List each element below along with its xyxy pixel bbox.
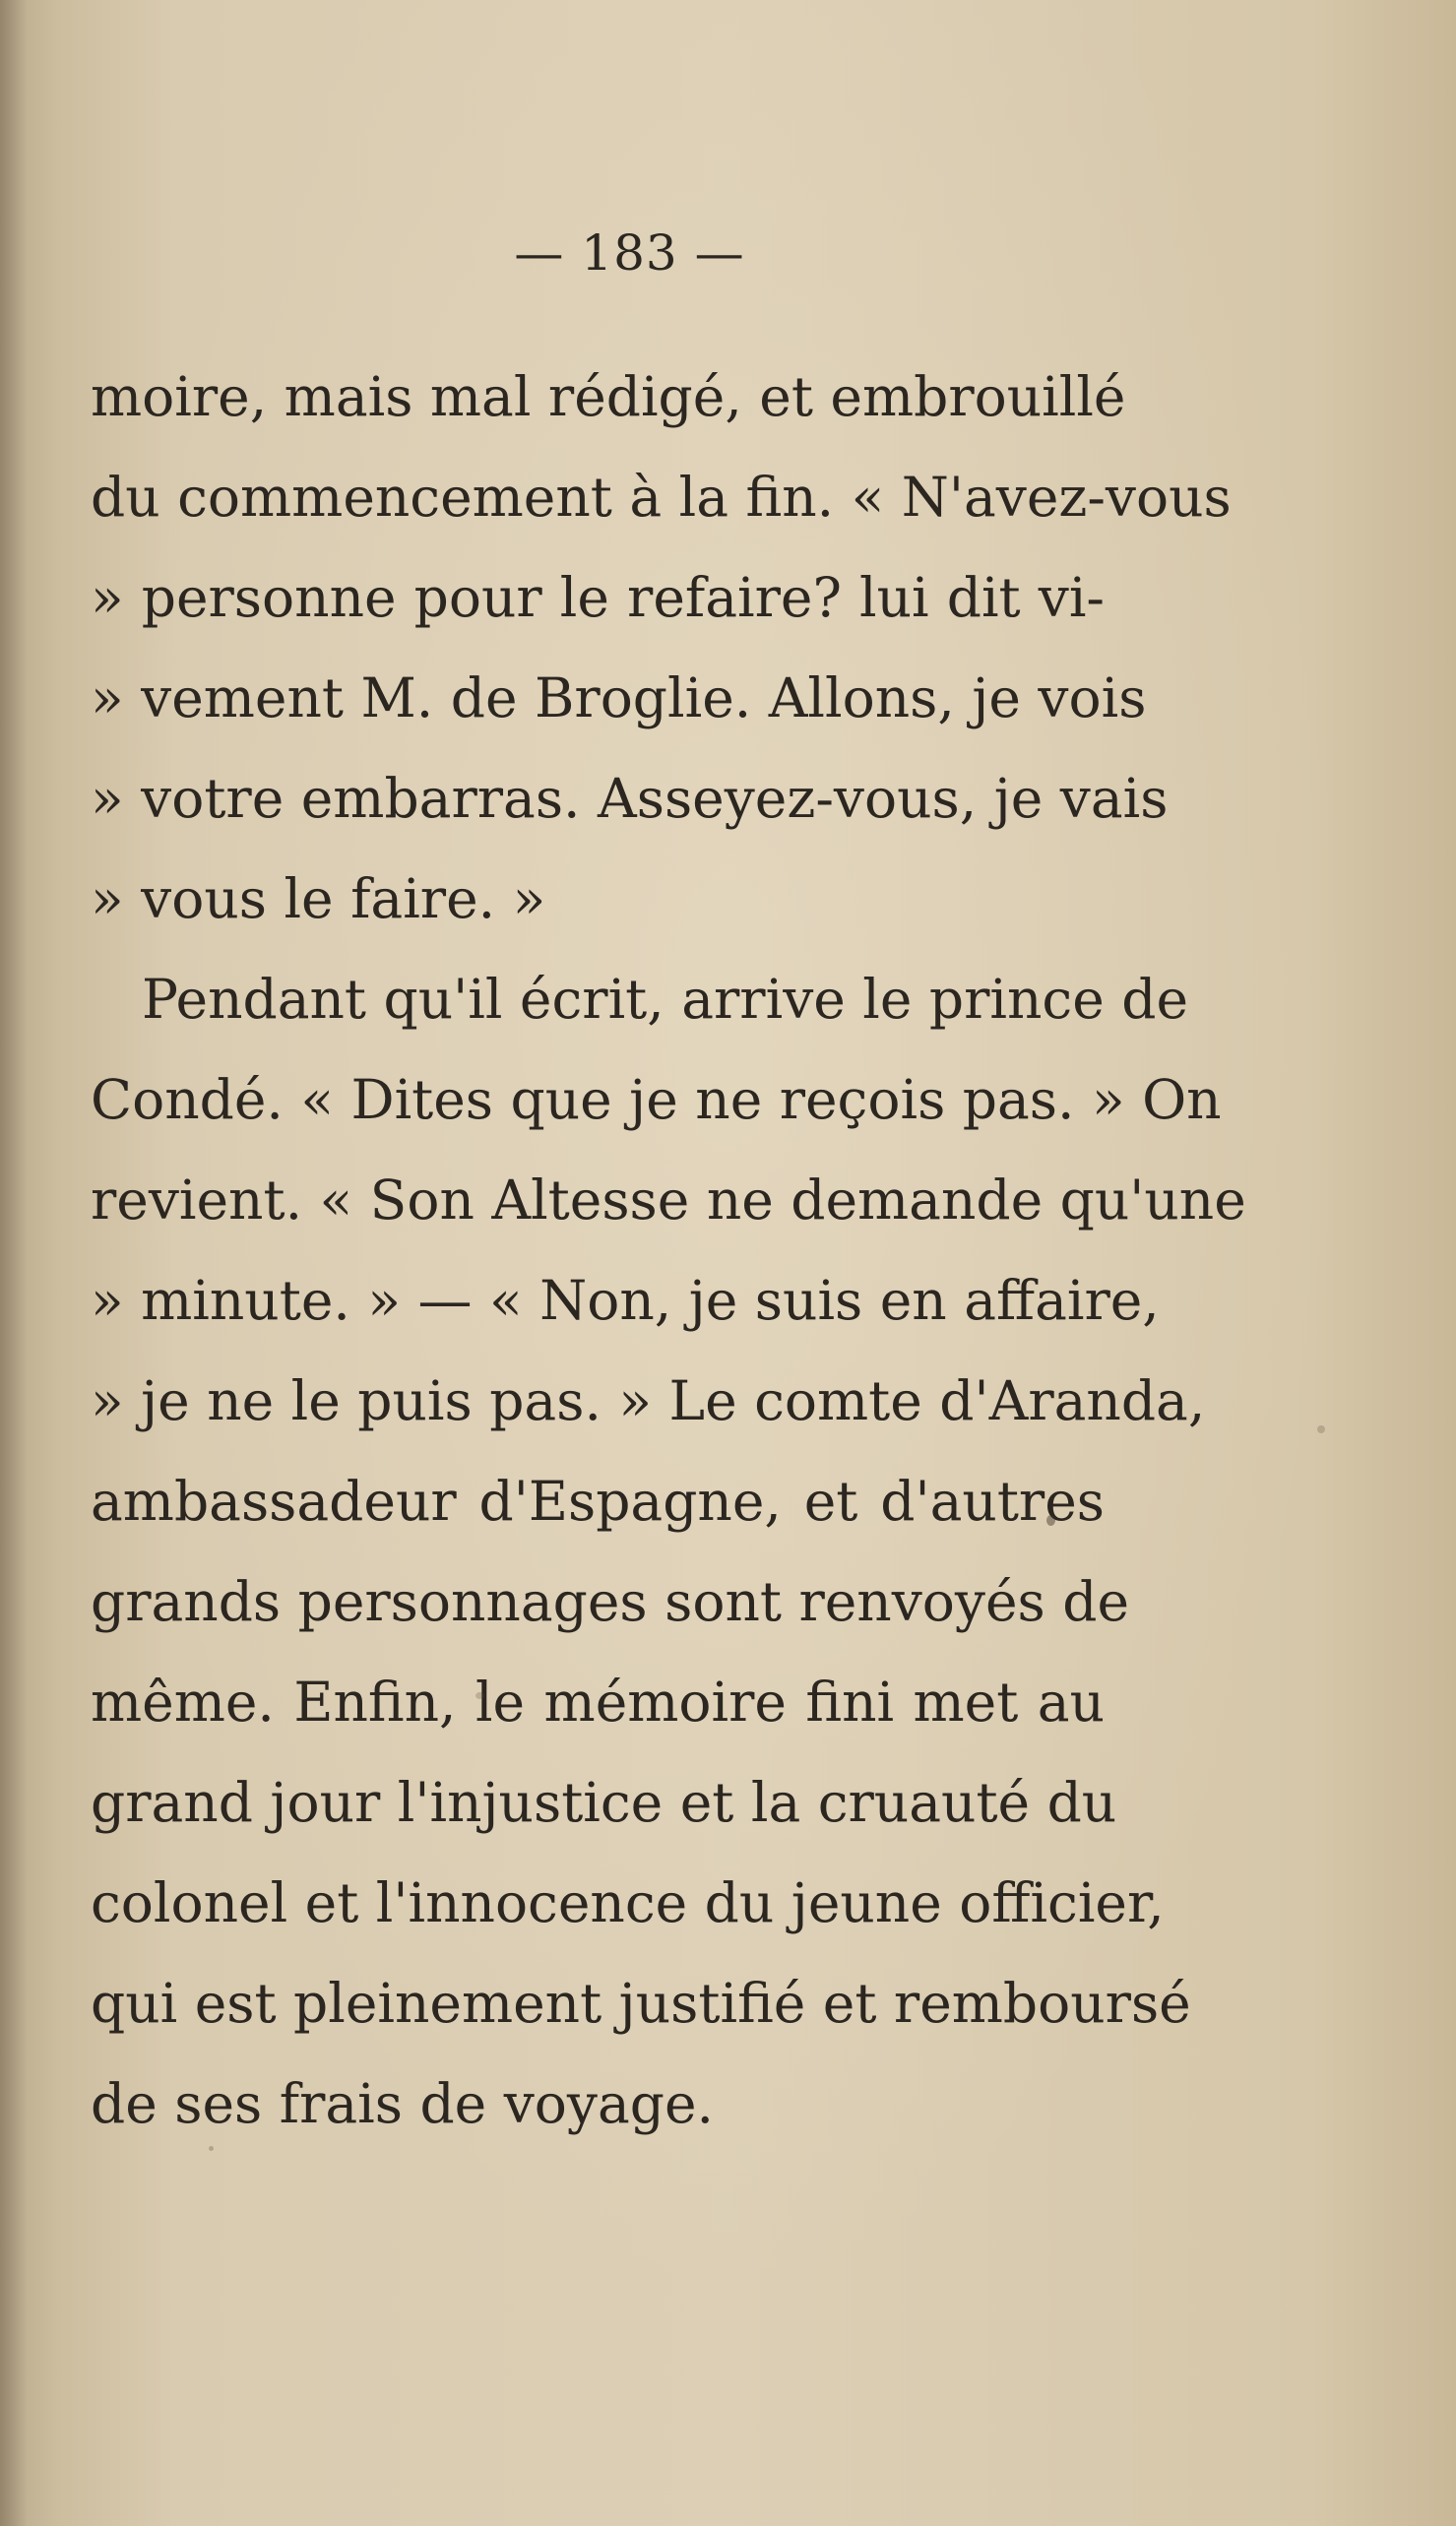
text-line: Condé. « Dites que je ne reçois pas. » On xyxy=(91,1068,1222,1131)
text-line: » vement M. de Broglie. Allons, je vois xyxy=(91,666,1147,729)
text-line: grand jour l'injustice et la cruauté du xyxy=(91,1771,1117,1834)
text-line: qui est pleinement justifié et remboursé xyxy=(91,1972,1191,2035)
paper-speck xyxy=(1317,1425,1325,1433)
page-number: — 183 — xyxy=(514,224,745,282)
text-line: moire, mais mal rédigé, et embrouillé xyxy=(91,365,1126,428)
text-line: de ses frais de voyage. xyxy=(91,2072,714,2135)
text-line: Pendant qu'il écrit, arrive le prince de xyxy=(142,968,1189,1031)
text-line: » personne pour le refaire? lui dit vi- xyxy=(91,566,1105,629)
text-line: » minute. » — « Non, je suis en affaire, xyxy=(91,1269,1160,1332)
text-line: » votre embarras. Asseyez-vous, je vais xyxy=(91,767,1169,830)
paper-speck xyxy=(1046,1515,1055,1526)
text-line: ambassadeur d'Espagne, et d'autres xyxy=(91,1470,1105,1533)
body-text xyxy=(91,347,1246,2154)
text-line: » vous le faire. » xyxy=(91,867,546,930)
text-line: colonel et l'innocence du jeune officier, xyxy=(91,1871,1165,1934)
text-line: du commencement à la fin. « N'avez-vous xyxy=(91,466,1232,529)
text-line: grands personnages sont renvoyés de xyxy=(91,1570,1129,1633)
paper-speck xyxy=(209,2146,214,2151)
text-line: même. Enfin, le mémoire fini met au xyxy=(91,1671,1105,1734)
spine-shadow xyxy=(0,0,28,2526)
text-line: revient. « Son Altesse ne demande qu'une xyxy=(91,1168,1246,1231)
paper-speck xyxy=(475,1692,484,1699)
text-line: » je ne le puis pas. » Le comte d'Aranda, xyxy=(91,1369,1206,1432)
